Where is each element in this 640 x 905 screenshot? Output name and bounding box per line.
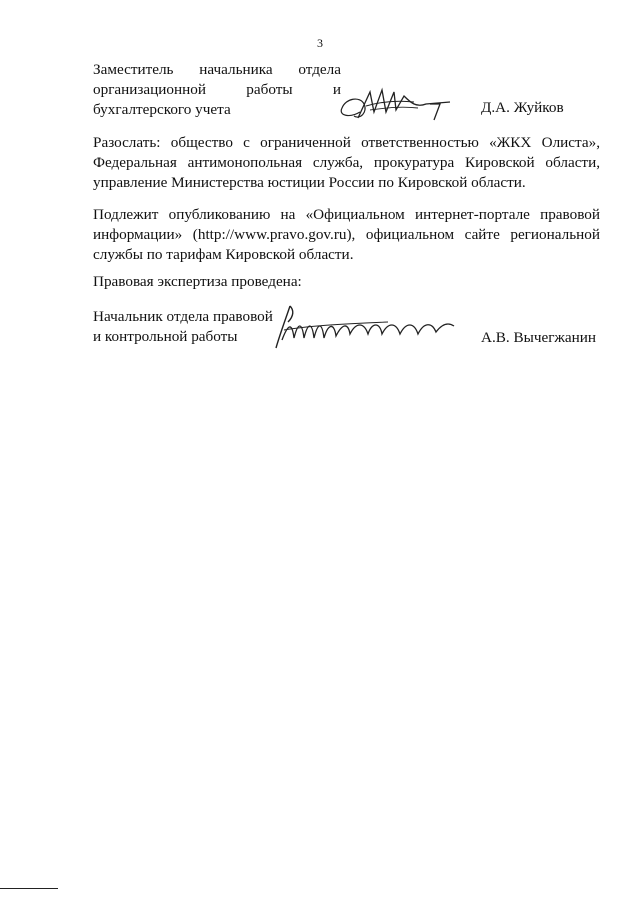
signer2-title	[93, 307, 293, 347]
signature-zhuikov	[330, 82, 460, 124]
signer1-title-line: бухгалтерского учета	[93, 101, 231, 118]
signer1-title-line: организационной работы и	[93, 81, 341, 98]
signer1-name: Д.А. Жуйков	[481, 99, 564, 116]
signature-vychegzhanin	[268, 300, 468, 352]
publication-line: информации» (http://www.pravo.gov.ru), официальном сайте региональной	[93, 226, 600, 243]
signer1-title-line: Заместитель начальника отдела	[93, 61, 341, 78]
distribution-line: Федеральная антимонопольная служба, прокуратура Кировской области,	[93, 154, 600, 171]
signer2-title-line: Начальник отдела правовой	[93, 308, 273, 325]
signer2-name: А.В. Вычегжанин	[481, 329, 597, 346]
publication-line: Подлежит опубликованию на «Официальном интернет-портале правовой	[93, 206, 600, 223]
publication-line: службы по тарифам Кировской области.	[93, 246, 354, 263]
legal-expertise-note: Правовая экспертиза проведена:	[93, 273, 302, 290]
footer-rule	[0, 888, 58, 889]
signer1-title	[93, 60, 341, 120]
signer2-title-line: и контрольной работы	[93, 328, 238, 345]
publication-paragraph	[93, 205, 600, 265]
distribution-paragraph	[93, 133, 600, 193]
page-number: 3	[317, 36, 323, 50]
distribution-line: управление Министерства юстиции России по Кировской области.	[93, 174, 526, 191]
distribution-line: Разослать: общество с ограниченной ответственностью «ЖКХ Олиста»,	[93, 134, 600, 151]
